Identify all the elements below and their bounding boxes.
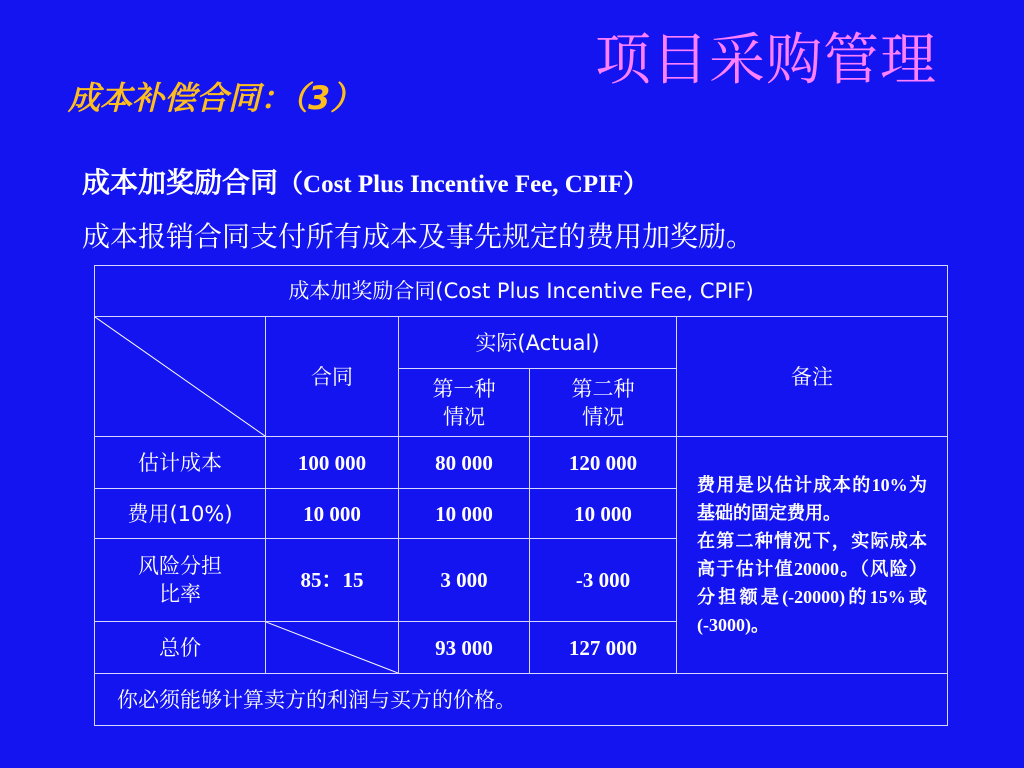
cell-case-2: 10 000 [530, 489, 677, 539]
header-actual: 实际(Actual) [399, 317, 677, 369]
header-case-1 [399, 369, 530, 437]
diagonal-header-cell [95, 317, 266, 437]
cell-case-2: 127 000 [530, 622, 677, 674]
row-label: 费用(10%) [95, 489, 266, 539]
cell-case-2: 120 000 [530, 437, 677, 489]
header-case-2-line2: 情况 [582, 404, 624, 429]
cell-case-1: 80 000 [399, 437, 530, 489]
page-title: 项目采购管理 [595, 28, 937, 93]
header-contract: 合同 [266, 317, 399, 437]
cell-case-2: -3 000 [530, 539, 677, 622]
cell-contract: 10 000 [266, 489, 399, 539]
section-subtitle: 成本补偿合同：（3） [68, 79, 363, 117]
notes-cell [677, 437, 948, 674]
cell-case-1: 93 000 [399, 622, 530, 674]
contract-description: 成本报销合同支付所有成本及事先规定的费用加奖励。 [82, 220, 755, 253]
diagonal-line [95, 317, 265, 436]
contract-heading [82, 164, 648, 204]
header-case-1-line1: 第一种 [432, 376, 496, 401]
table-row [95, 437, 948, 489]
cell-contract: 100 000 [266, 437, 399, 489]
diagonal-line [266, 622, 398, 673]
header-case-2-line1: 第二种 [571, 376, 635, 401]
note-line-1: 费用是以估计成本的10%为基础的固定费用。 [697, 475, 928, 523]
row-label-line1: 风险分担 [138, 554, 222, 578]
cell-case-1: 3 000 [399, 539, 530, 622]
header-case-1-line2: 情况 [443, 404, 485, 429]
heading-english: （Cost Plus Incentive Fee, CPIF） [278, 171, 649, 198]
table-footer: 你必须能够计算卖方的利润与买方的价格。 [95, 674, 948, 726]
table-caption [95, 266, 948, 317]
header-case-2 [530, 369, 677, 437]
cell-contract: 85：15 [266, 539, 399, 622]
header-notes: 备注 [677, 317, 948, 437]
cpif-table [94, 265, 948, 726]
cell-contract [266, 622, 399, 674]
note-line-2: 在第二种情况下，实际成本高于估计值20000。（风险）分担额是(-20000)的15%或(-3000)。 [697, 531, 928, 635]
cell-case-1: 10 000 [399, 489, 530, 539]
row-label: 估计成本 [95, 437, 266, 489]
row-label: 总价 [95, 622, 266, 674]
table-caption-text: 成本加奖励合同(Cost Plus Incentive Fee, CPIF) [288, 279, 754, 303]
row-label-line2: 比率 [159, 582, 201, 606]
row-label [95, 539, 266, 622]
heading-chinese: 成本加奖励合同 [82, 166, 279, 199]
